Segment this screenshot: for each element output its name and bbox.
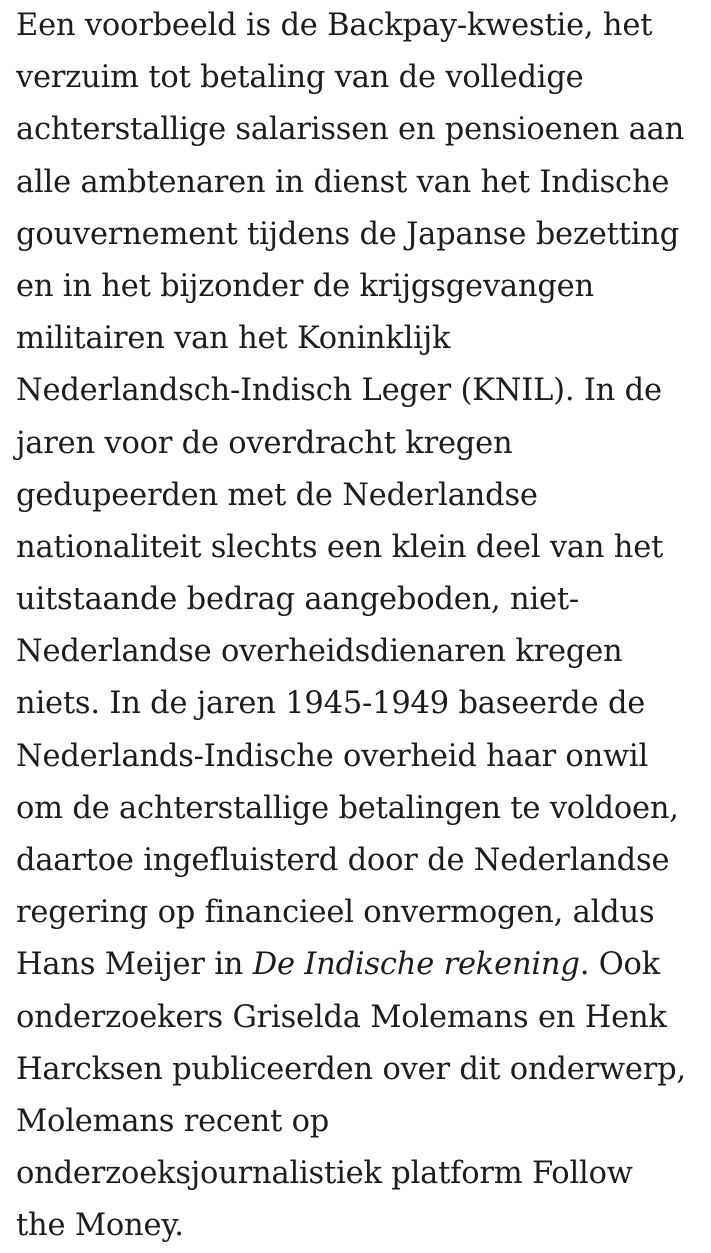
text-line-23: onderzoeksjournalistiek platform Follow (16, 1156, 633, 1192)
text-line-16: om de achterstallige betalingen te voldoen, (16, 790, 679, 826)
text-line-21: Harcksen publiceerden over dit onderwerp, (16, 1051, 686, 1087)
book-title: De Indische rekening (252, 947, 580, 983)
text-line-18: regering op financieel onvermogen, aldus (16, 895, 655, 931)
text-line-17: daartoe ingefluisterd door de Nederlandse (16, 843, 670, 878)
text-line-19-end: . Ook (579, 947, 660, 983)
text-line-5: gouvernement tijdens de Japanse bezetting (16, 216, 680, 252)
text-line-12: uitstaande bedrag aangeboden, niet- (16, 582, 580, 618)
text-line-15: Nederlands-Indische overheid haar onwil (16, 738, 649, 774)
article-paragraph (16, 0, 706, 1253)
text-line-14: niets. In de jaren 1945-1949 baseerde de (16, 686, 646, 722)
text-line-4: alle ambtenaren in dienst van het Indische (16, 164, 670, 200)
text-line-8: Nederlandsch-Indisch Leger (KNIL). In de (16, 373, 662, 409)
text-line-19 (16, 939, 706, 991)
text-line-20: onderzoekers Griselda Molemans en Henk (16, 999, 667, 1035)
text-line-3: achterstallige salarissen en pensioenen aan (16, 112, 685, 148)
text-line-11: nationaliteit slechts een klein deel van het (16, 529, 664, 565)
text-line-7: militairen van het Koninklijk (16, 321, 451, 357)
text-line-2: verzuim tot betaling van de volledige (16, 60, 584, 96)
text-line-24: the Money. (16, 1208, 184, 1244)
text-line-9: jaren voor de overdracht kregen (16, 425, 513, 461)
text-line-13: Nederlandse overheidsdienaren kregen (16, 634, 623, 670)
text-line-22: Molemans recent op (16, 1103, 330, 1139)
text-line-6: en in het bijzonder de krijgsgevangen (16, 268, 594, 304)
text-line-10: gedupeerden met de Nederlandse (16, 477, 538, 513)
text-line-19-start: Hans Meijer in (16, 947, 253, 983)
text-line-1: Een voorbeeld is de Backpay-kwestie, het (16, 8, 653, 43)
